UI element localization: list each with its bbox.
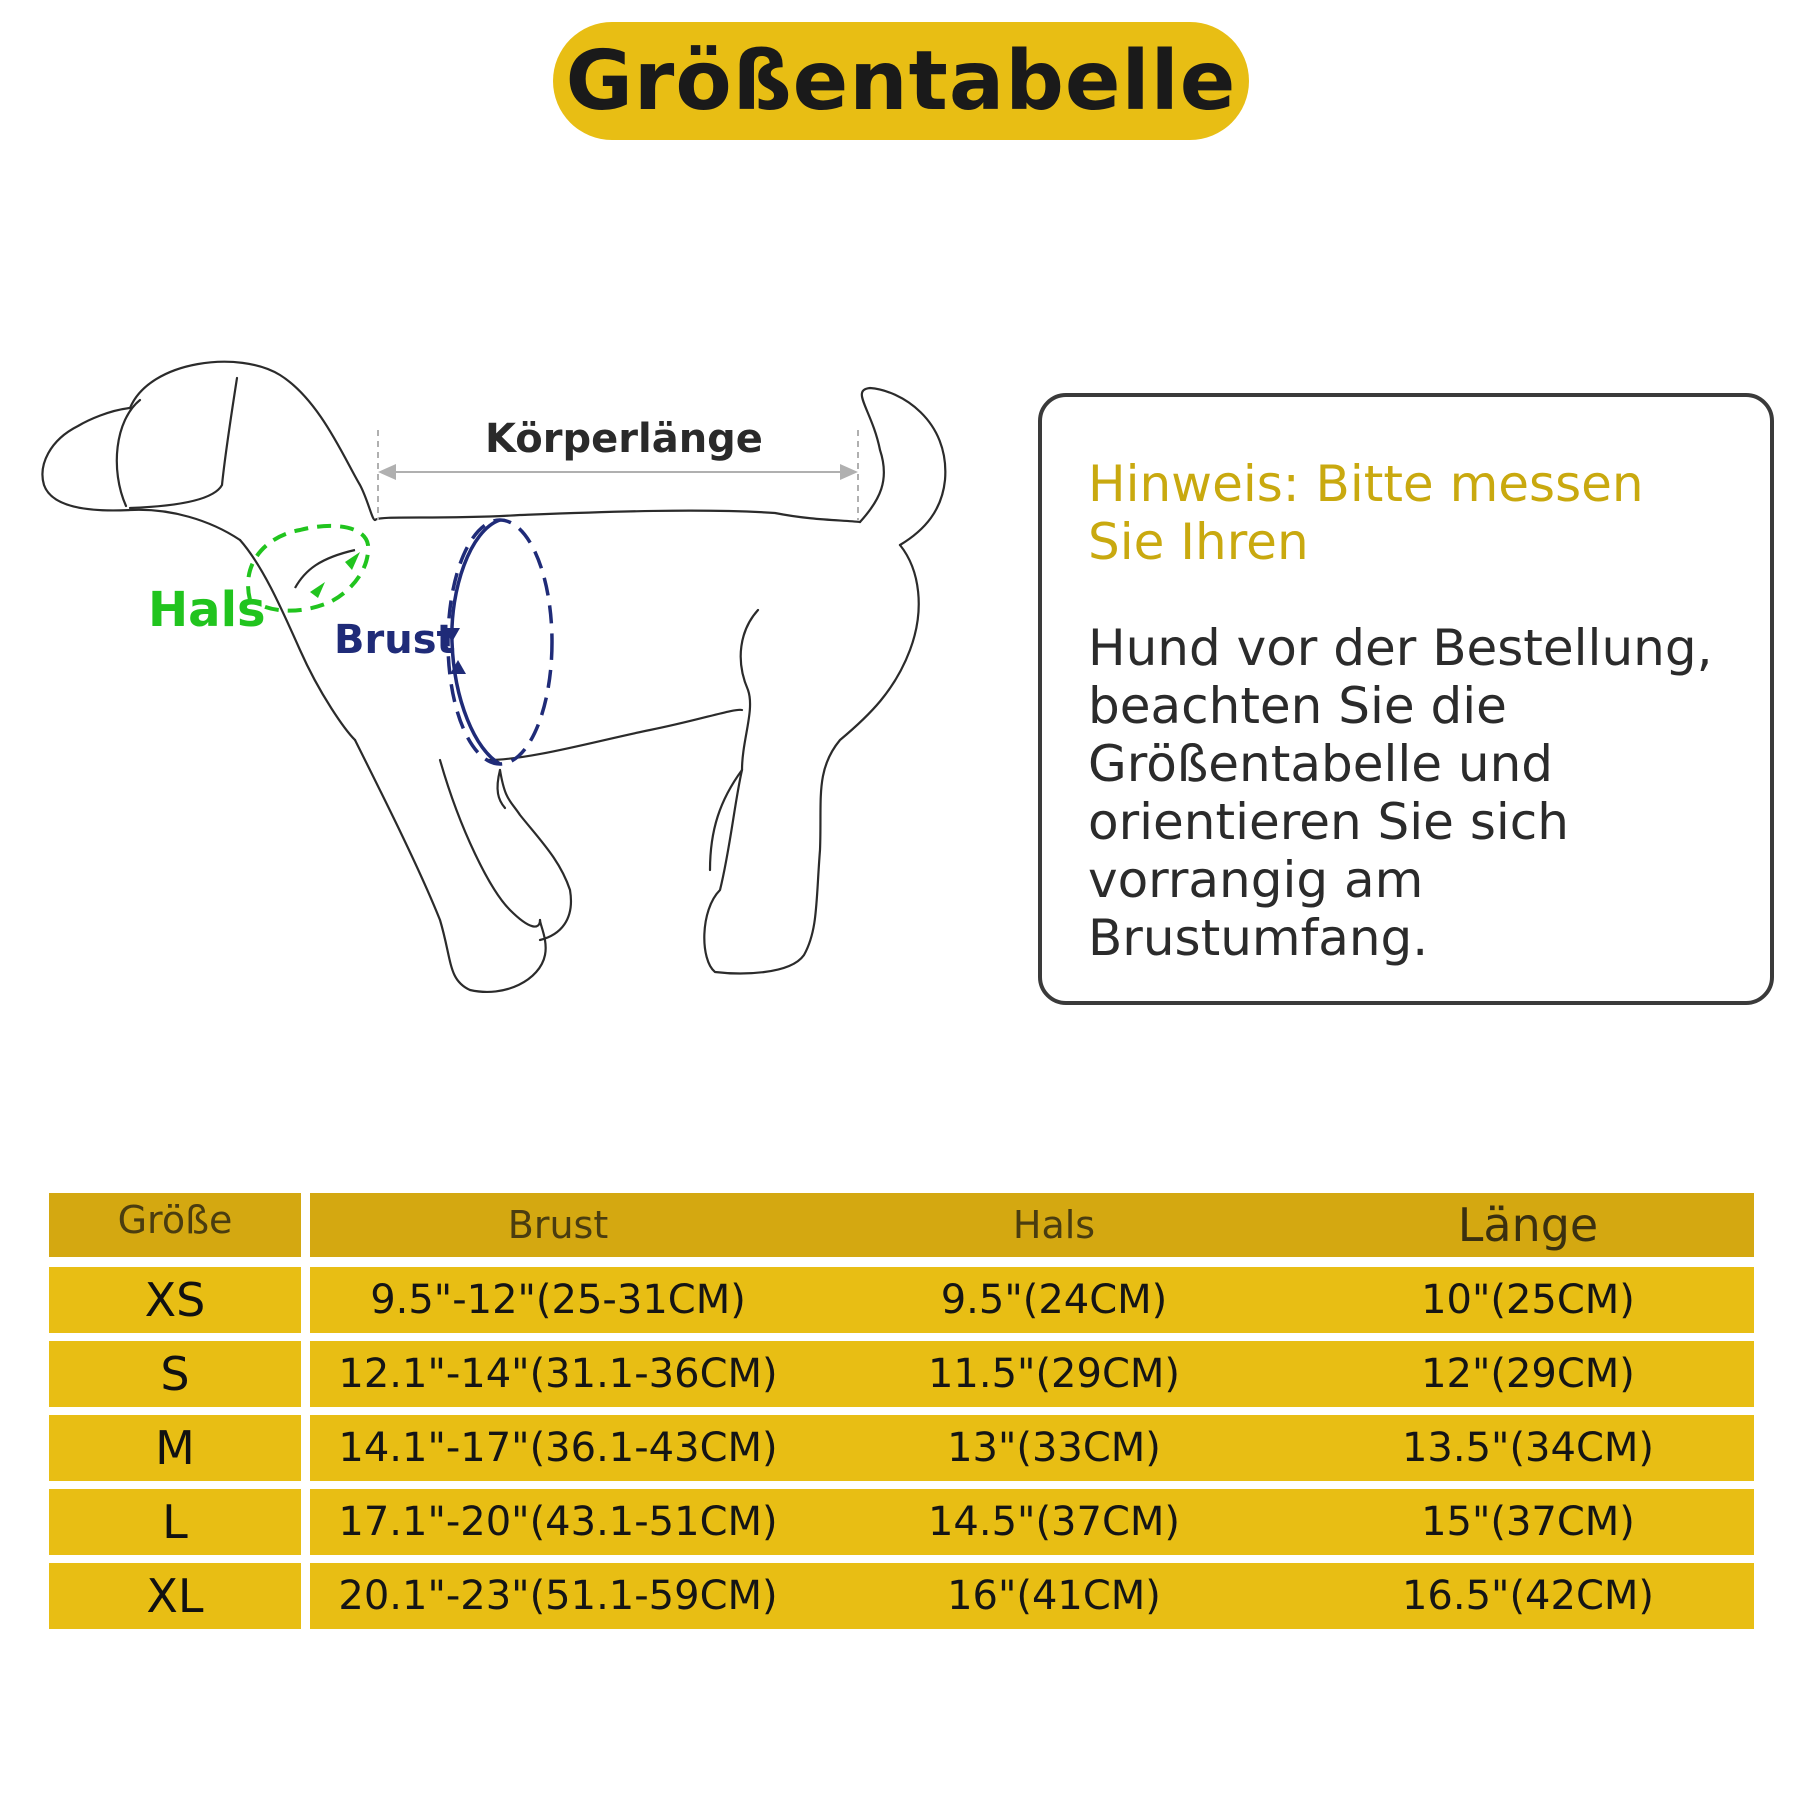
table-header-row (49, 1193, 1754, 1257)
table-row (49, 1489, 1754, 1555)
size-cell: XL (49, 1563, 301, 1629)
header-length: Länge (1457, 1198, 1599, 1252)
chest-cell: 17.1"-20"(43.1-51CM) (338, 1499, 778, 1545)
table-row (49, 1267, 1754, 1333)
neck-cell: 11.5"(29CM) (927, 1351, 1180, 1397)
measurement-note-box (1038, 393, 1774, 1005)
length-cell: 10"(25CM) (1421, 1277, 1635, 1323)
size-cell: M (49, 1415, 301, 1481)
header-size: Größe (49, 1193, 301, 1257)
chest-cell: 14.1"-17"(36.1-43CM) (338, 1425, 778, 1471)
dog-measurement-figure (0, 330, 1000, 1050)
neck-cell: 16"(41CM) (947, 1573, 1161, 1619)
length-cell: 13.5"(34CM) (1401, 1425, 1654, 1471)
header-chest: Brust (507, 1203, 609, 1247)
chest-label: Brust (334, 617, 456, 663)
neck-cell: 13"(33CM) (947, 1425, 1161, 1471)
size-table (49, 1193, 1754, 1637)
length-cell: 12"(29CM) (1421, 1351, 1635, 1397)
neck-label: Hals (148, 582, 266, 638)
table-row (49, 1415, 1754, 1481)
chest-cell: 12.1"-14"(31.1-36CM) (338, 1351, 778, 1397)
length-cell: 15"(37CM) (1421, 1499, 1635, 1545)
neck-cell: 14.5"(37CM) (927, 1499, 1180, 1545)
size-cell: XS (49, 1267, 301, 1333)
note-hint: Hinweis: Bitte messen Sie Ihren (1088, 455, 1644, 571)
size-cell: L (49, 1489, 301, 1555)
chest-cell: 20.1"-23"(51.1-59CM) (338, 1573, 778, 1619)
table-row (49, 1341, 1754, 1407)
chest-measure-ring (444, 520, 552, 764)
length-cell: 16.5"(42CM) (1401, 1573, 1654, 1619)
title-banner (553, 22, 1249, 140)
chest-cell: 9.5"-12"(25-31CM) (370, 1277, 746, 1323)
neck-cell: 9.5"(24CM) (940, 1277, 1168, 1323)
size-cell: S (49, 1341, 301, 1407)
neck-measure-ring (248, 526, 368, 611)
note-body: Hund vor der Bestellung, beachten Sie die Größentabelle und orientieren Sie sich vorrangig am Brustumfang. (1088, 619, 1713, 967)
table-row (49, 1563, 1754, 1629)
body-length-label: Körperlänge (485, 416, 763, 462)
header-measures (310, 1193, 1754, 1257)
header-neck: Hals (1012, 1203, 1096, 1247)
page-title: Größentabelle (565, 33, 1237, 129)
